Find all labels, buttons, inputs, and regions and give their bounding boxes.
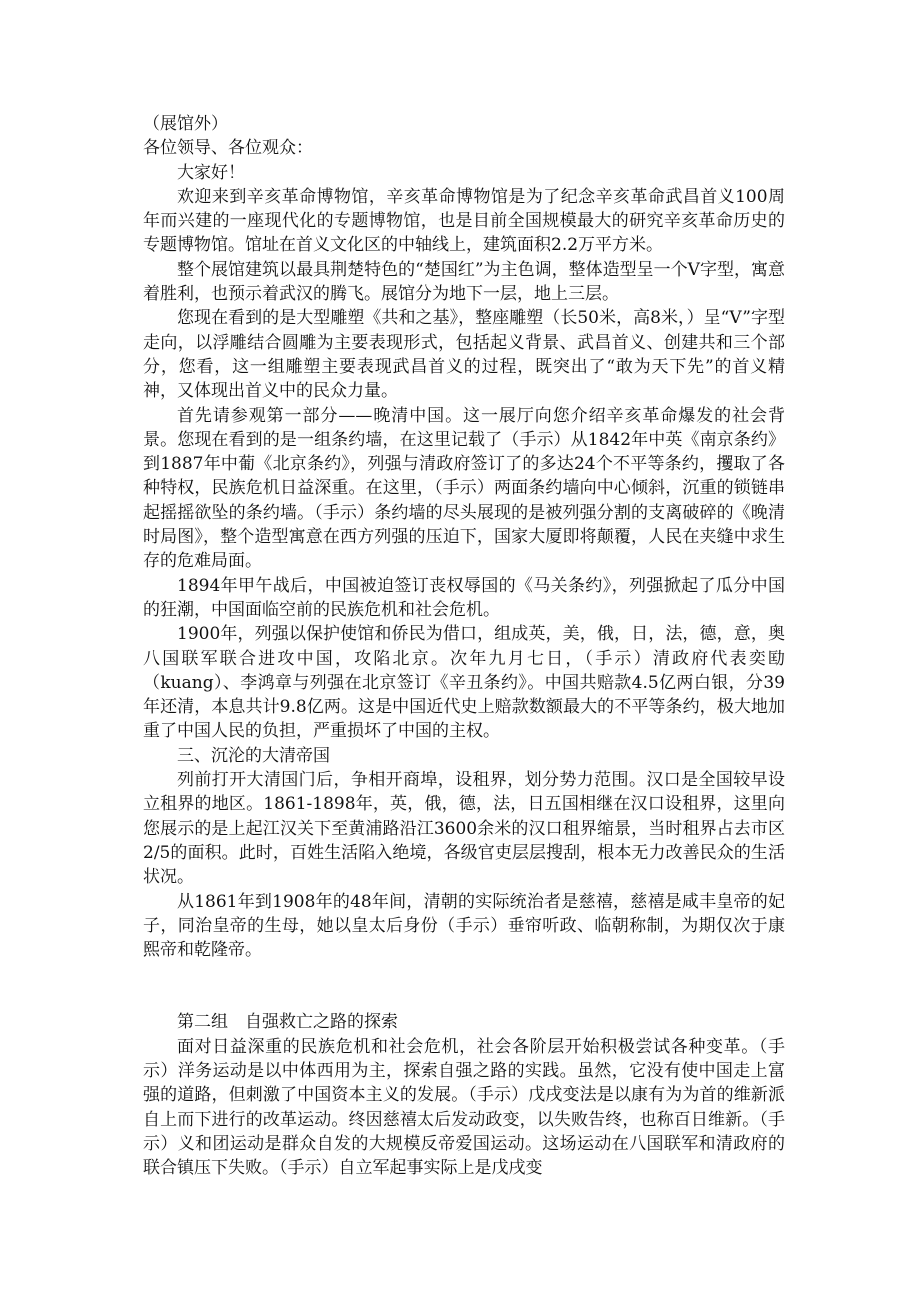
document-page — [143, 112, 785, 1180]
paragraph-1894: 1894年甲午战后，中国被迫签订丧权辱国的《马关条约》，列强掀起了瓜分中国的狂潮，中国面临空前的民族危机和社会危机。 — [143, 575, 785, 620]
paragraph-museum-intro: 欢迎来到辛亥革命博物馆，辛亥革命博物馆是为了纪念辛亥革命武昌首义100周年而兴建的一座现代化的专题博物馆，也是目前全国规模最大的研究辛亥革命历史的专题博物馆。馆址在首义文化区的中轴线上，建筑面积2.2万平方米。 — [143, 186, 785, 256]
group-two-title: 第二组 自强救亡之路的探索 — [177, 1012, 398, 1033]
salutation: 各位领导、各位观众： — [143, 138, 313, 159]
paragraph-1900: 1900年，列强以保护使馆和侨民为借口，组成英，美，俄，日，法，德，意，奥八国联军联合进攻中国，攻陷北京。次年九月七日，（手示）清政府代表奕劻（kuang）、李鸿章与列强在北京签订《辛丑条约》。中国共赔款4.5亿两白银，分39年还清，本息共计9.8亿两。这是中国近代史上赔款数额最大的不平等条约，极大地加重了中国人民的负担，严重损坏了中国的主权。 — [143, 624, 785, 742]
paragraph-building: 整个展馆建筑以最具荆楚特色的“楚国红”为主色调，整体造型呈一个V字型，寓意着胜利，也预示着武汉的腾飞。展馆分为地下一层，地上三层。 — [143, 259, 785, 305]
location-note: （展馆外） — [143, 114, 228, 134]
paragraph-cixi: 从1861年到1908年的48年间，清朝的实际统治者是慈禧，慈禧是咸丰皇帝的妃子，同治皇帝的生母，她以皇太后身份（手示）垂帘听政、临朝称制，为期仅次于康熙帝和乾隆帝。 — [143, 891, 785, 961]
section-gap — [143, 962, 785, 1010]
paragraph-concessions: 列前打开大清国门后，争相开商埠，设租界，划分势力范围。汉口是全国较早设立租界的地区。1861-1898年，英，俄，德，法，日五国相继在汉口设租界，这里向您展示的是上起江汉关下至黄浦路沿江3600余米的汉口租界缩景，当时租界占去市区2/5的面积。此时，百姓生活陷入绝境，各级官吏层层搜刮，根本无力改善民众的生活状况。 — [143, 770, 785, 888]
paragraph-reforms: 面对日益深重的民族危机和社会危机，社会各阶层开始积极尝试各种变革。（手示）洋务运动是以中体西用为主，探索自强之路的实践。虽然，它没有使中国走上富强的道路，但刺激了中国资本主义的发展。（手示）戊戌变法是以康有为为首的维新派自上而下进行的改革运动。终因慈禧太后发动政变，以失败告终，也称百日维新。（手示）义和团运动是群众自发的大规模反帝爱国运动。这场运动在八国联军和清政府的联合镇压下失败。（手示）自立军起事实际上是戊戌变 — [143, 1036, 785, 1179]
paragraph-sculpture: 您现在看到的是大型雕塑《共和之基》，整座雕塑（长50米，高8米，）呈“V”字型走向，以浮雕结合圆雕为主要表现形式，包括起义背景、武昌首义、创建共和三个部分，您看，这一组雕塑主要表现武昌首义的过程，既突出了“敢为天下先”的首义精神，又体现出首义中的民众力量。 — [143, 308, 785, 402]
greeting: 大家好！ — [177, 162, 245, 183]
section-three-title: 三、沉沦的大清帝国 — [177, 745, 330, 766]
paragraph-late-qing: 首先请参观第一部分——晚清中国。这一展厅向您介绍辛亥革命爆发的社会背景。您现在看到的是一组条约墙，在这里记载了（手示）从1842年中英《南京条约》到1887年中葡《北京条约》，列强与清政府签订了的多达24个不平等条约，攫取了各种特权，民族危机日益深重。在这里，（手示）两面条约墙向中心倾斜，沉重的锁链串起摇摇欲坠的条约墙。（手示）条约墙的尽头展现的是被列强分割的支离破碎的《晚清时局图》，整个造型寓意在西方列强的压迫下，国家大厦即将颠覆，人民在夹缝中求生存的危难局面。 — [143, 405, 785, 572]
